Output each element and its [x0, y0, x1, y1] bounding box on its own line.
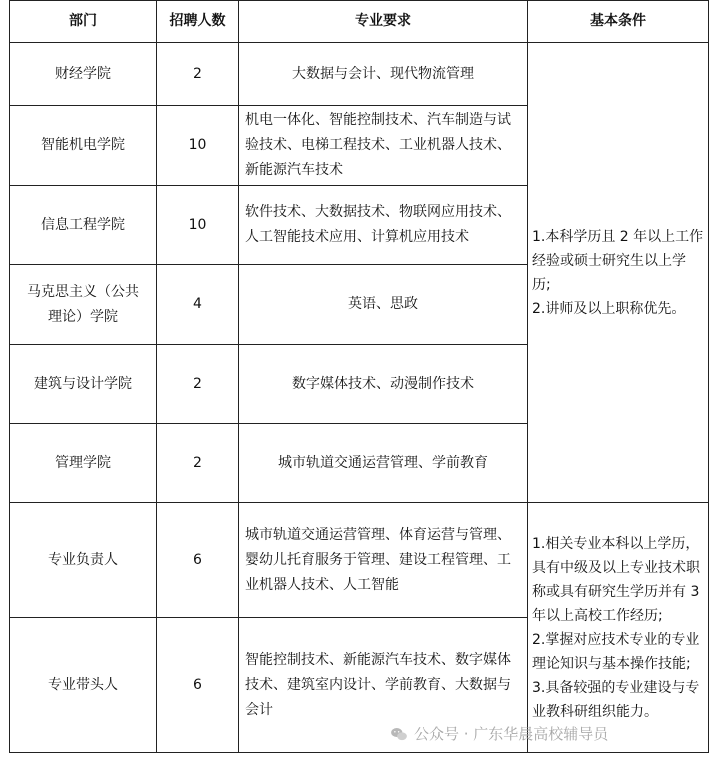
header-row — [10, 1, 709, 43]
dept-cell: 信息工程学院 — [10, 186, 157, 265]
count-cell: 6 — [157, 618, 239, 753]
count-cell: 6 — [157, 503, 239, 618]
watermark-text: 公众号 · 广东华晨高校辅导员 — [414, 725, 609, 743]
wechat-icon — [390, 725, 408, 743]
condition-line: 3.具备较强的专业建设与专业教科研组织能力。 — [532, 679, 700, 720]
table-row — [10, 43, 709, 106]
table-row — [10, 503, 709, 618]
count-cell: 10 — [157, 106, 239, 186]
major-cell: 大数据与会计、现代物流管理 — [239, 43, 528, 106]
dept-cell: 马克思主义（公共理论）学院 — [10, 265, 157, 345]
dept-cell: 智能机电学院 — [10, 106, 157, 186]
major-cell: 城市轨道交通运营管理、体育运营与管理、婴幼儿托育服务于管理、建设工程管理、工业机器人技术、人工智能 — [239, 503, 528, 618]
dept-cell: 专业负责人 — [10, 503, 157, 618]
major-cell: 软件技术、大数据技术、物联网应用技术、人工智能技术应用、计算机应用技术 — [239, 186, 528, 265]
major-cell: 智能控制技术、新能源汽车技术、数字媒体技术、建筑室内设计、学前教育、大数据与会计 — [239, 618, 528, 753]
dept-cell: 专业带头人 — [10, 618, 157, 753]
condition-line: 2.讲师及以上职称优先。 — [532, 300, 686, 317]
condition-line: 1.本科学历且 2 年以上工作经验或硕士研究生以上学历; — [532, 228, 704, 293]
major-cell: 城市轨道交通运营管理、学前教育 — [239, 424, 528, 503]
major-cell: 英语、思政 — [239, 265, 528, 345]
count-cell: 2 — [157, 424, 239, 503]
dept-cell: 管理学院 — [10, 424, 157, 503]
basic-conditions-cell — [528, 503, 709, 753]
header-dept: 部门 — [10, 1, 157, 43]
watermark — [390, 723, 608, 744]
dept-cell: 财经学院 — [10, 43, 157, 106]
condition-line: 1.相关专业本科以上学历，具有中级及以上专业技术职称或具有研究生学历并有 3 年以上高校工作经历; — [532, 535, 700, 624]
major-cell: 机电一体化、智能控制技术、汽车制造与试验技术、电梯工程技术、工业机器人技术、新能源汽车技术 — [239, 106, 528, 186]
major-cell: 数字媒体技术、动漫制作技术 — [239, 345, 528, 424]
header-basic: 基本条件 — [528, 1, 709, 43]
header-major: 专业要求 — [239, 1, 528, 43]
condition-line: 2.掌握对应技术专业的专业理论知识与基本操作技能; — [532, 631, 700, 672]
basic-conditions-cell — [528, 43, 709, 503]
count-cell: 2 — [157, 345, 239, 424]
count-cell: 2 — [157, 43, 239, 106]
recruitment-table — [9, 0, 709, 753]
count-cell: 10 — [157, 186, 239, 265]
count-cell: 4 — [157, 265, 239, 345]
header-count: 招聘人数 — [157, 1, 239, 43]
dept-cell: 建筑与设计学院 — [10, 345, 157, 424]
